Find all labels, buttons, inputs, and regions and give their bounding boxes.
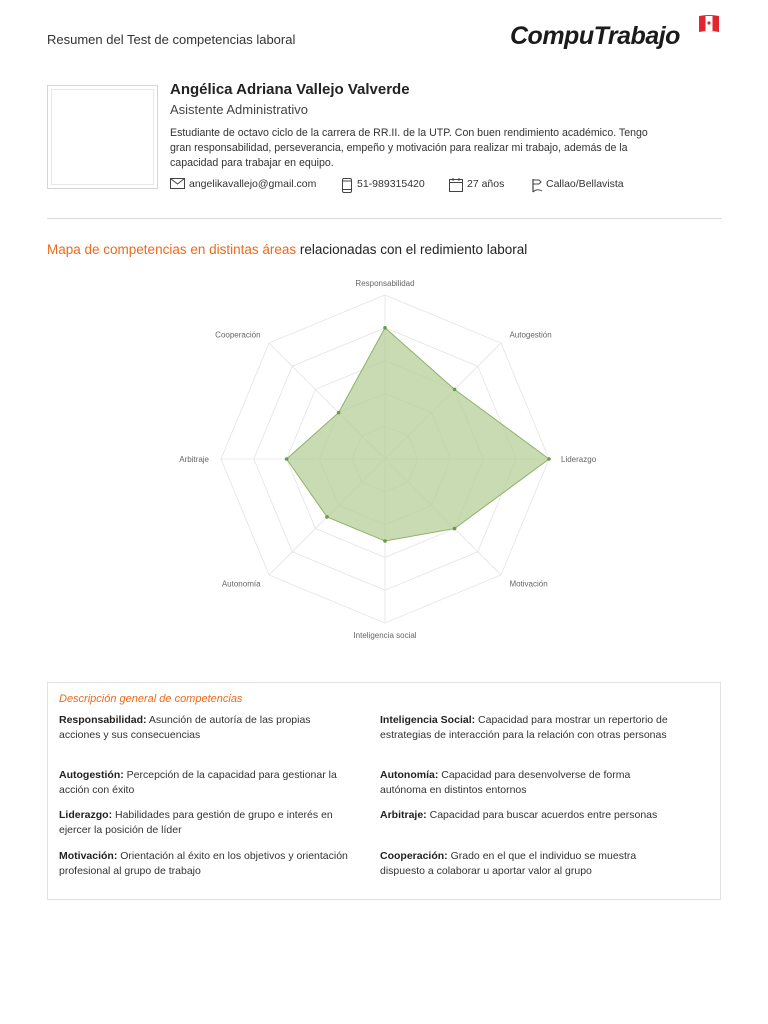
age-text: 27 años xyxy=(467,178,505,190)
envelope-icon xyxy=(170,178,185,190)
definition-text: Orientación al éxito en los objetivos y orientación profesional al grupo de trabajo xyxy=(59,850,348,877)
definition-text: Grado en el que el individuo se muestra dispuesto a colaborar u aportar valor al grupo xyxy=(380,850,637,877)
page-title: Resumen del Test de competencias laboral xyxy=(47,32,296,47)
definition-term: Autonomía: xyxy=(380,769,439,781)
candidate-name: Angélica Adriana Vallejo Valverde xyxy=(170,81,410,98)
phone-icon xyxy=(342,178,352,193)
radar-label-5: Autonomía xyxy=(221,579,261,589)
location-text: Callao/Bellavista xyxy=(546,178,624,190)
definition-text: Asunción de autoría de las propias acciones y sus consecuencias xyxy=(59,714,311,741)
definition-liderazgo xyxy=(59,808,359,838)
radar-point-4 xyxy=(383,539,387,543)
definition-text: Capacidad para mostrar un repertorio de estrategias de interacción para la relación con otras personas xyxy=(380,714,668,741)
radar-label-3: Motivación xyxy=(509,579,548,589)
section-title xyxy=(47,242,527,257)
logo-text: CompuTrabajo xyxy=(510,22,680,50)
section-title-highlight: Mapa de competencias en distintas áreas xyxy=(47,242,297,257)
definition-text: Capacidad para desenvolverse de forma autónoma en distintos entornos xyxy=(380,769,631,796)
radar-label-4: Inteligencia social xyxy=(353,631,417,640)
definition-term: Cooperación: xyxy=(380,850,448,862)
definition-text: Capacidad para buscar acuerdos entre personas xyxy=(426,809,658,821)
radar-label-0: Responsabilidad xyxy=(355,279,415,288)
radar-label-2: Liderazgo xyxy=(561,455,597,464)
section-title-rest: relacionadas con el redimiento laboral xyxy=(296,242,528,257)
definition-text: Habilidades para gestión de grupo e interés en ejercer la posición de líder xyxy=(59,809,333,836)
definition-term: Inteligencia Social: xyxy=(380,714,476,726)
peru-flag-icon xyxy=(697,14,721,34)
definition-term: Responsabilidad: xyxy=(59,714,147,726)
definition-responsabilidad xyxy=(59,713,349,743)
radar-label-6: Arbitraje xyxy=(179,455,209,464)
radar-label-7: Cooperación xyxy=(215,330,261,340)
calendar-icon xyxy=(449,178,463,192)
definition-inteligencia-social xyxy=(380,713,690,743)
candidate-summary: Estudiante de octavo ciclo de la carrera de RR.II. de la UTP. Con buen rendimiento académico. Tengo gran responsabilidad, perseverancia, empeño y motivación para realizar mi trabajo, además de la capacidad para trabajar en equipo. xyxy=(170,127,648,169)
definition-text: Percepción de la capacidad para gestionar la acción con éxito xyxy=(59,769,337,796)
descriptions-title: Descripción general de competencias xyxy=(59,693,243,705)
radar-point-6 xyxy=(285,457,289,461)
radar-data-area xyxy=(287,328,552,541)
radar-point-7 xyxy=(337,411,341,415)
definition-term: Liderazgo: xyxy=(59,809,113,821)
computrabajo-logo[interactable] xyxy=(510,20,725,56)
phone-text: 51-989315420 xyxy=(357,178,425,190)
divider xyxy=(47,218,722,219)
definition-arbitraje xyxy=(380,808,690,823)
definition-term: Arbitraje: xyxy=(380,809,427,821)
radar-point-2 xyxy=(547,457,551,461)
email-text: angelikavallejo@gmail.com xyxy=(189,178,317,190)
definition-term: Autogestión: xyxy=(59,769,124,781)
location-signpost-icon xyxy=(530,178,543,193)
competency-descriptions xyxy=(47,682,721,900)
definition-autogestion xyxy=(59,768,359,798)
radar-label-1: Autogestión xyxy=(509,330,552,340)
competency-radar-chart xyxy=(160,276,610,640)
candidate-role: Asistente Administrativo xyxy=(170,102,309,117)
radar-point-5 xyxy=(325,515,329,519)
radar-point-3 xyxy=(453,527,457,531)
definition-term: Motivación: xyxy=(59,850,118,862)
definition-autonomia xyxy=(380,768,670,798)
definition-cooperacion xyxy=(380,849,680,879)
radar-point-1 xyxy=(453,388,457,392)
definition-motivacion xyxy=(59,849,359,879)
radar-point-0 xyxy=(383,326,387,330)
profile-photo xyxy=(47,85,158,189)
